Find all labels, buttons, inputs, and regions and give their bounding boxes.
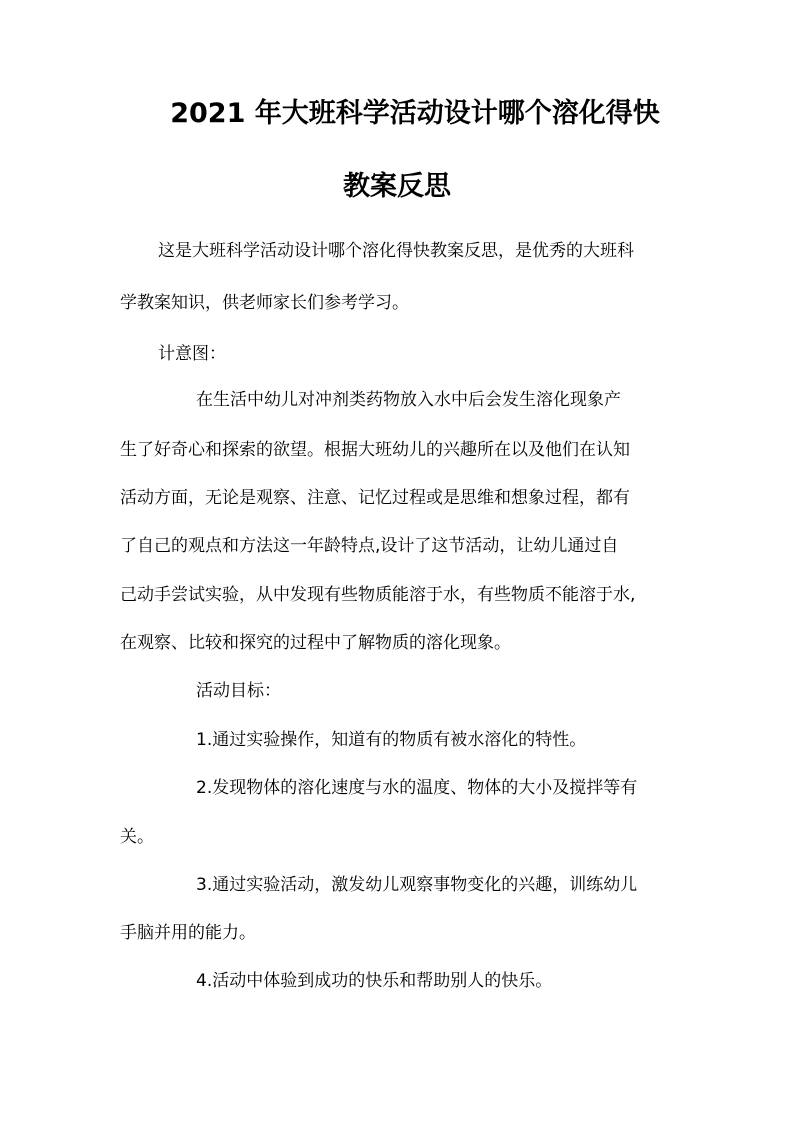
goal-2-line-1: 2.发现物体的溶化速度与水的温度、物体的大小及搅拌等有 — [196, 778, 638, 798]
document-title-line-2: 教案反思 — [343, 171, 451, 202]
design-line-6: 在观察、比较和探究的过程中了解物质的溶化现象。 — [120, 633, 511, 653]
design-line-4: 了自己的观点和方法这一年龄特点,设计了这节活动，让幼儿通过自 — [120, 536, 619, 556]
goal-1: 1.通过实验操作，知道有的物质有被水溶化的特性。 — [196, 730, 587, 750]
design-line-3: 活动方面，无论是观察、注意、记忆过程或是思维和想象过程，都有 — [120, 488, 630, 508]
intro-line-1: 这是大班科学活动设计哪个溶化得快教案反思，是优秀的大班科 — [158, 241, 634, 261]
goal-3-line-2: 手脑并用的能力。 — [120, 923, 256, 943]
design-line-1: 在生活中幼儿对冲剂类药物放入水中后会发生溶化现象产 — [196, 390, 621, 410]
activity-goals-label: 活动目标： — [196, 681, 281, 701]
intro-line-2: 学教案知识，供老师家长们参考学习。 — [120, 293, 409, 313]
design-line-2: 生了好奇心和探索的欲望。根据大班幼儿的兴趣所在以及他们在认知 — [120, 440, 630, 460]
document-title-line-1: 2021 年大班科学活动设计哪个溶化得快 — [170, 98, 660, 129]
design-line-5: 己动手尝试实验，从中发现有些物质能溶于水，有些物质不能溶于水, — [120, 585, 636, 605]
goal-2-line-2: 关。 — [120, 827, 154, 847]
goal-4: 4.活动中体验到成功的快乐和帮助别人的快乐。 — [196, 971, 553, 991]
design-intent-label: 计意图： — [158, 344, 226, 364]
goal-3-line-1: 3.通过实验活动，激发幼儿观察事物变化的兴趣，训练幼儿 — [196, 875, 638, 895]
